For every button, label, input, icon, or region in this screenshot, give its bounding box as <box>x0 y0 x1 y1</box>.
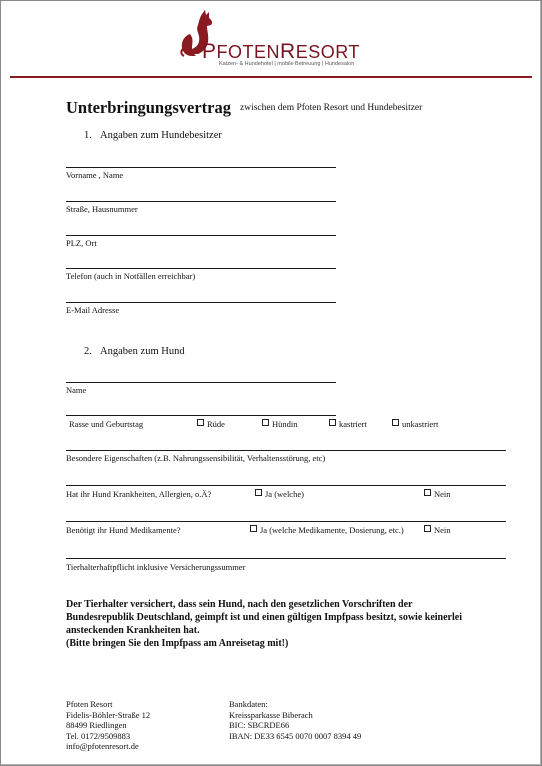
dog-name-label: Name <box>66 385 87 395</box>
footer-bank <box>229 699 361 741</box>
checkbox-female[interactable] <box>262 419 269 426</box>
option-illness-no[interactable]: Nein <box>424 489 451 499</box>
dog-name-field[interactable] <box>66 382 336 383</box>
footer-city: 88499 Riedlingen <box>66 720 127 730</box>
owner-email-field[interactable] <box>66 302 336 303</box>
option-unneutered[interactable]: unkastriert <box>392 419 438 429</box>
special-traits-field[interactable] <box>66 450 506 451</box>
checkbox-illness-no[interactable] <box>424 489 431 496</box>
document-subtitle: zwischen dem Pfoten Resort und Hundebesitzer <box>240 103 423 113</box>
option-male[interactable]: Rüde <box>197 419 225 429</box>
option-female[interactable]: Hündin <box>262 419 298 429</box>
option-neutered[interactable]: kastriert <box>329 419 367 429</box>
special-traits-label: Besondere Eigenschaften (z.B. Nahrungssensibilität, Verhaltensstörung, etc) <box>66 453 326 463</box>
illness-label: Hat ihr Hund Krankheiten, Allergien, o.Ä? <box>66 489 212 499</box>
option-illness-yes[interactable]: Ja (welche) <box>255 489 304 499</box>
header-divider <box>10 76 532 78</box>
section-heading-dog: 2. Angaben zum Hund <box>84 346 185 357</box>
footer-company: Pfoten Resort <box>66 699 113 709</box>
medication-field[interactable] <box>66 521 506 522</box>
insurance-field[interactable] <box>66 558 506 559</box>
bank-iban: IBAN: DE33 6545 0070 0007 8394 49 <box>229 730 362 741</box>
option-medication-no[interactable]: Nein <box>424 525 451 535</box>
owner-name-field[interactable] <box>66 167 336 168</box>
declaration-text: Der Tierhalter versichert, dass sein Hund, nach den gesetzlichen Vorschriften der Bundesrepublik Deutschland, geimpft ist und einen gültigen Impfpass besitzt, sowie keinerlei ansteckenden Krankheiten hat. <box>66 599 462 636</box>
medication-label: Benötigt ihr Hund Medikamente? <box>66 525 181 535</box>
section-heading-owner: 1. Angaben zum Hundebesitzer <box>84 130 222 141</box>
checkbox-neutered[interactable] <box>329 419 336 426</box>
document-title: Unterbringungsvertrag <box>66 98 231 117</box>
checkbox-unneutered[interactable] <box>392 419 399 426</box>
option-medication-yes[interactable]: Ja (welche Medikamente, Dosierung, etc.) <box>250 525 404 535</box>
owner-city-label: PLZ, Ort <box>66 238 97 248</box>
insurance-label: Tierhalterhaftpflicht inklusive Versicherungssummer <box>66 562 246 572</box>
brand-logo-text: PFOTENRESORT <box>202 40 360 63</box>
owner-phone-label: Telefon (auch in Notfällen erreichbar) <box>66 271 196 281</box>
illness-field[interactable] <box>66 485 506 486</box>
checkbox-medication-no[interactable] <box>424 525 431 532</box>
vaccination-note: (Bitte bringen Sie den Impfpass am Anreisetag mit!) <box>66 638 289 649</box>
bank-heading: Bankdaten: <box>229 699 268 709</box>
checkbox-medication-yes[interactable] <box>250 525 257 532</box>
owner-city-field[interactable] <box>66 235 336 236</box>
bank-bic: BIC: SBCRDE66 <box>229 720 290 730</box>
footer-phone: Tel. 0172/9509883 <box>66 730 131 741</box>
footer-street: Fidelis-Böhler-Straße 12 <box>66 709 151 720</box>
owner-declaration <box>66 598 476 650</box>
owner-street-label: Straße, Hausnummer <box>66 204 138 214</box>
footer-email[interactable]: info@pfotenresort.de <box>66 741 139 751</box>
dog-breed-birthday-field[interactable] <box>66 415 336 416</box>
checkbox-illness-yes[interactable] <box>255 489 262 496</box>
owner-phone-field[interactable] <box>66 268 336 269</box>
owner-name-label: Vorname , Name <box>66 170 124 180</box>
bank-name: Kreissparkasse Biberach <box>229 709 313 720</box>
owner-email-label: E-Mail Adresse <box>66 305 120 315</box>
dog-breed-birthday-label: Rasse und Geburtstag <box>69 419 144 429</box>
checkbox-male[interactable] <box>197 419 204 426</box>
owner-street-field[interactable] <box>66 201 336 202</box>
footer-contact <box>66 699 150 752</box>
brand-tagline: Katzen- & Hundehotel | mobile Betreuung | Hundesalon <box>219 61 355 67</box>
